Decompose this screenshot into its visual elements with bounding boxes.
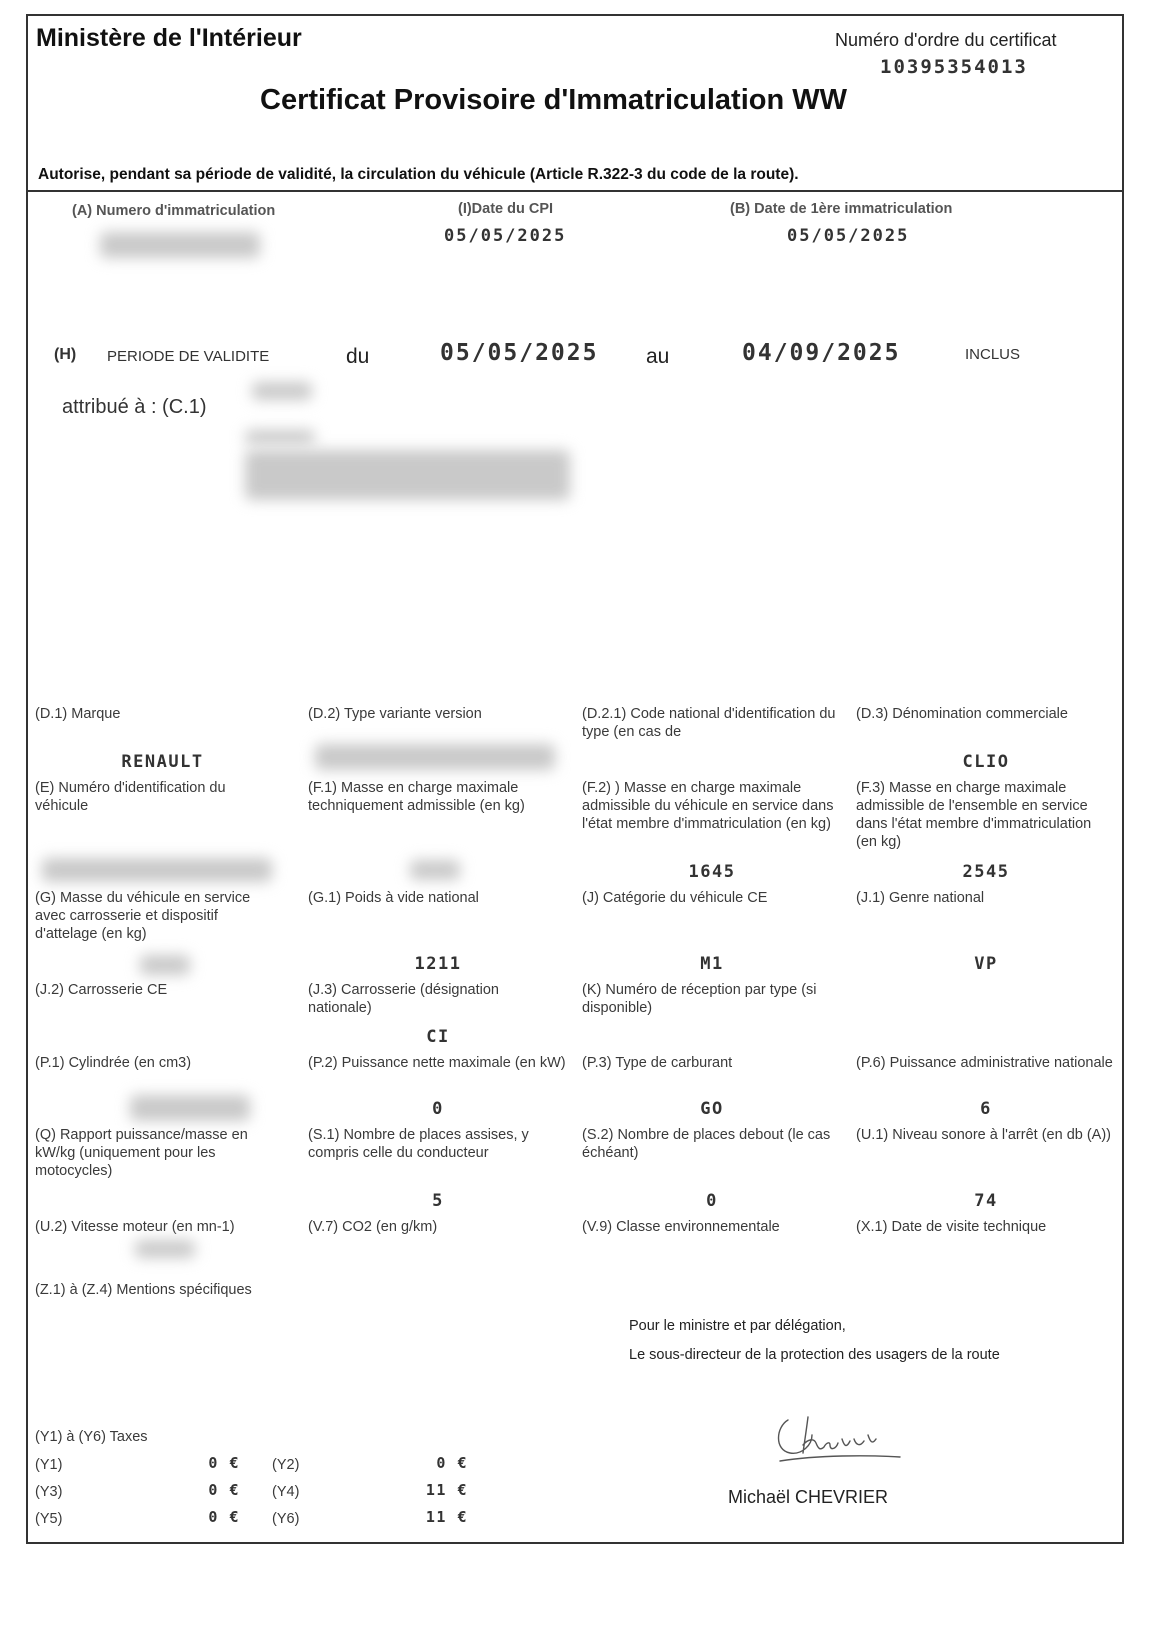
- y4-value: 11 €: [425, 1481, 468, 1499]
- j3-label: (J.3) Carrosserie (désignation nationale): [308, 982, 499, 1016]
- first-registration-date: 05/05/2025: [787, 226, 910, 246]
- s1-label: (S.1) Nombre de places assises, y compris celle du conducteur: [308, 1127, 529, 1161]
- certificate-title: Certificat Provisoire d'Immatriculation WW: [260, 84, 847, 116]
- f3-value: 2545: [962, 862, 1010, 882]
- owner-line-redacted: [245, 430, 315, 444]
- u2-label: (U.2) Vitesse moteur (en mn-1): [35, 1219, 235, 1235]
- f2-label: (F.2) ) Masse en charge maximale admissible du véhicule en service dans l'état membre d'immatriculation (en kg): [582, 780, 834, 832]
- validity-from-word: du: [346, 345, 370, 368]
- header-divider: [26, 190, 1124, 192]
- f1-value-redacted: [410, 860, 460, 880]
- s2-label: (S.2) Nombre de places debout (le cas échéant): [582, 1127, 831, 1161]
- signature-line-2: Le sous-directeur de la protection des usagers de la route: [629, 1347, 1000, 1363]
- order-number: 10395354013: [880, 56, 1028, 78]
- taxes-title: (Y1) à (Y6) Taxes: [35, 1429, 148, 1445]
- g-label: (G) Masse du véhicule en service avec carrosserie et dispositif d'attelage (en kg): [35, 890, 251, 942]
- y5-value: 0 €: [208, 1508, 240, 1526]
- x1-label: (X.1) Date de visite technique: [856, 1219, 1047, 1235]
- validity-to-word: au: [646, 345, 670, 368]
- y3-label: (Y3): [35, 1484, 63, 1500]
- y3-value: 0 €: [208, 1481, 240, 1499]
- k-label: (K) Numéro de réception par type (si disponible): [582, 982, 817, 1016]
- d21-label: (D.2.1) Code national d'identification du type (en cas de: [582, 706, 836, 740]
- ministry-title: Ministère de l'Intérieur: [36, 24, 302, 52]
- y1-value: 0 €: [208, 1454, 240, 1472]
- g1-value: 1211: [414, 954, 462, 974]
- validity-inclusive: INCLUS: [965, 346, 1021, 363]
- e-label: (E) Numéro d'identification du véhicule: [35, 780, 226, 814]
- j2-label: (J.2) Carrosserie CE: [35, 982, 168, 998]
- f3-label: (F.3) Masse en charge maximale admissible de l'ensemble en service dans l'état membre d'immatriculation (en kg): [856, 780, 1092, 850]
- y5-label: (Y5): [35, 1511, 63, 1527]
- signatory-name: Michaël CHEVRIER: [728, 1487, 889, 1507]
- u1-label: (U.1) Niveau sonore à l'arrêt (en db (A)): [856, 1127, 1112, 1143]
- first-registration-label: (B) Date de 1ère immatriculation: [730, 201, 953, 217]
- p1-value-redacted: [130, 1095, 250, 1121]
- y1-label: (Y1): [35, 1457, 63, 1473]
- signature-line-1: Pour le ministre et par délégation,: [629, 1318, 846, 1334]
- j1-label: (J.1) Genre national: [856, 890, 985, 906]
- d1-value: RENAULT: [121, 752, 204, 772]
- f1-label: (F.1) Masse en charge maximale techniquement admissible (en kg): [308, 780, 525, 814]
- vin-redacted: [42, 858, 272, 882]
- d3-label: (D.3) Dénomination commerciale: [856, 706, 1068, 722]
- u2-value-redacted: [135, 1240, 195, 1258]
- p2-label: (P.2) Puissance nette maximale (en kW): [308, 1055, 566, 1071]
- s1-value: 5: [432, 1191, 444, 1211]
- specific-mentions-label: (Z.1) à (Z.4) Mentions spécifiques: [35, 1282, 252, 1298]
- validity-from-date: 05/05/2025: [440, 340, 599, 366]
- attributed-to-label: attribué à : (C.1): [62, 396, 207, 418]
- p3-value: GO: [700, 1099, 724, 1119]
- p6-value: 6: [980, 1099, 992, 1119]
- v9-label: (V.9) Classe environnementale: [582, 1219, 780, 1235]
- certificate-subtitle: Autorise, pendant sa période de validité, la circulation du véhicule (Article R.322-3 du code de la route).: [38, 166, 799, 183]
- order-number-label: Numéro d'ordre du certificat: [835, 30, 1057, 50]
- d3-value: CLIO: [962, 752, 1010, 772]
- p6-label: (P.6) Puissance administrative nationale: [856, 1055, 1113, 1071]
- v7-label: (V.7) CO2 (en g/km): [308, 1219, 438, 1235]
- p1-label: (P.1) Cylindrée (en cm3): [35, 1055, 192, 1071]
- y6-value: 11 €: [425, 1508, 468, 1526]
- d2-label: (D.2) Type variante version: [308, 706, 482, 722]
- registration-number-redacted: [100, 232, 260, 258]
- q-label: (Q) Rapport puissance/masse en kW/kg (uniquement pour les motocycles): [35, 1127, 248, 1179]
- y2-label: (Y2): [272, 1457, 300, 1473]
- d2-value-redacted: [315, 744, 555, 770]
- d1-label: (D.1) Marque: [35, 706, 121, 722]
- signature-image: [768, 1405, 908, 1475]
- cpi-date-label: (I)Date du CPI: [458, 201, 554, 217]
- j3-value: CI: [426, 1027, 450, 1047]
- u1-value: 74: [974, 1191, 998, 1211]
- owner-name-redacted: [252, 382, 312, 400]
- y4-label: (Y4): [272, 1484, 300, 1500]
- j-value: M1: [700, 954, 724, 974]
- validity-label: PERIODE DE VALIDITE: [107, 348, 270, 365]
- y6-label: (Y6): [272, 1511, 300, 1527]
- g1-label: (G.1) Poids à vide national: [308, 890, 479, 906]
- y2-value: 0 €: [436, 1454, 468, 1472]
- g-value-redacted: [140, 955, 190, 975]
- validity-to-date: 04/09/2025: [742, 340, 901, 366]
- j-label: (J) Catégorie du véhicule CE: [582, 890, 768, 906]
- s2-value: 0: [706, 1191, 718, 1211]
- f2-value: 1645: [688, 862, 736, 882]
- cpi-date: 05/05/2025: [444, 226, 567, 246]
- validity-code: (H): [54, 346, 77, 363]
- j1-value: VP: [974, 954, 998, 974]
- p2-value: 0: [432, 1099, 444, 1119]
- p3-label: (P.3) Type de carburant: [582, 1055, 733, 1071]
- registration-number-label: (A) Numero d'immatriculation: [72, 203, 276, 219]
- owner-address-redacted: [245, 450, 570, 500]
